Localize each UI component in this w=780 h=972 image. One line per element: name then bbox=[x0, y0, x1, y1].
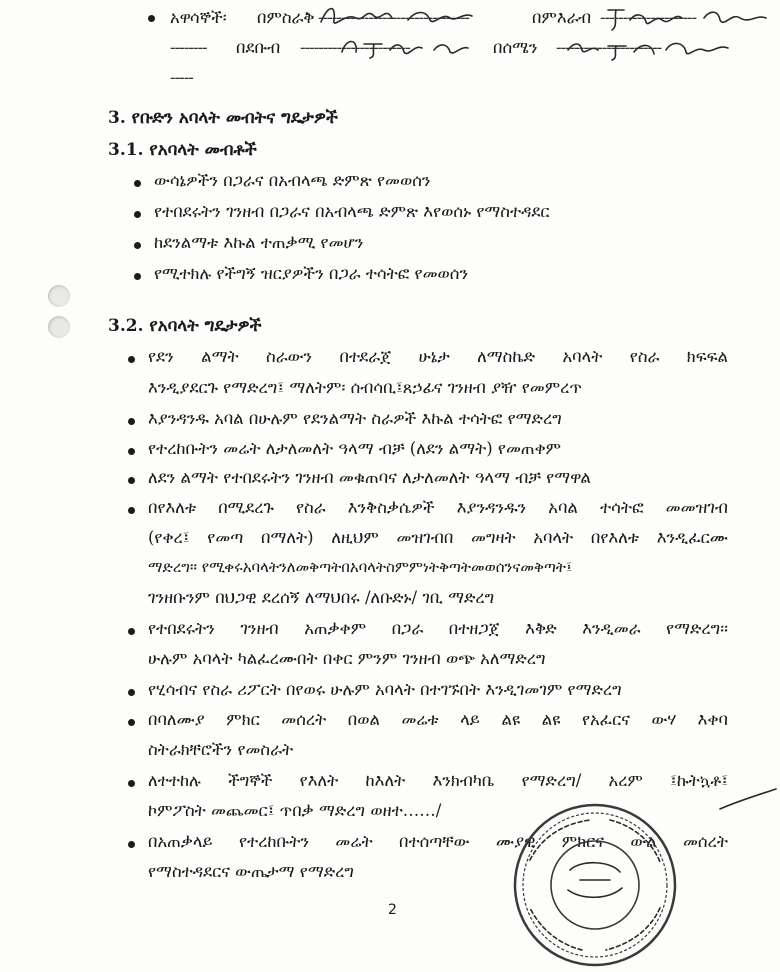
north-handwritten-name bbox=[562, 32, 742, 62]
west-handwritten-name bbox=[600, 0, 780, 34]
bullet bbox=[148, 15, 155, 22]
page-number: 2 bbox=[388, 902, 397, 918]
duty-line: የተረከቡትን መሬት ለታለመለት ዓላማ ብቻ (ለደን ልማት) የመጠቀም bbox=[148, 439, 562, 458]
south-label: በደቡብ bbox=[236, 38, 281, 57]
bullet bbox=[128, 841, 135, 848]
duty-line: ስትራክቸሮችን የመስራት bbox=[148, 740, 294, 759]
duty-line: እንዲያደርጉ የማድረግ፤ ማለትም፡ ሰብሳቢ፤ጸኃፊና ገንዘብ ያዥ የመምረጥ bbox=[148, 378, 582, 397]
section-3-heading: 3. የቡድን አባላት መብትና ግዴታዎች bbox=[108, 108, 338, 128]
bullet bbox=[128, 477, 135, 484]
bullet bbox=[134, 211, 141, 218]
bullet bbox=[128, 448, 135, 455]
section-3-1-heading: 3.1. የአባላት መብቶች bbox=[108, 140, 257, 160]
punch-hole-bottom bbox=[48, 316, 70, 338]
duty-line: በየእለቱ በሚደረጉ የስራ እንቅስቃሴዎች እያንዳንዱን አባል ተሳትፎ መመዝገብ bbox=[148, 498, 728, 517]
bullet bbox=[134, 273, 141, 280]
boundaries-label: አዋሳኞች፡ bbox=[170, 8, 227, 27]
south-handwritten-name bbox=[336, 30, 476, 60]
duty-line: የማስተዳደርና ውጤታማ የማድረግ bbox=[148, 862, 354, 881]
lead-dashes: -------- bbox=[170, 38, 207, 57]
punch-hole-top bbox=[48, 285, 70, 307]
official-stamp bbox=[510, 800, 680, 970]
bullet bbox=[128, 719, 135, 726]
east-dashes: --------------------------------- bbox=[318, 8, 469, 27]
bullet bbox=[134, 242, 141, 249]
bullet bbox=[128, 689, 135, 696]
section-3-2-heading: 3.2. የአባላት ግዴታዎች bbox=[108, 316, 262, 336]
bullet bbox=[134, 180, 141, 187]
duty-line: የተበደሩትን ገንዘብ አጠቃቀም በጋራ በተዘጋጀ እቅድ እንዲመራ የማድረግ፡፡ bbox=[148, 619, 728, 638]
duty-line: እያንዳንዱ አባል በሁሉም የደንልማት ስራዎች እኩል ተሳትፎ የማድረግ bbox=[148, 409, 562, 428]
right-item: ውሳኔዎችን በጋራና በአብላጫ ድምጽ የመወሰን bbox=[154, 171, 431, 190]
duty-line: ገንዘቡንም በህጋዊ ደረሰኝ ለማህበሩ /ለቡድኑ/ ገቢ ማድረግ bbox=[148, 588, 495, 607]
east-label: በምስራቅ bbox=[257, 8, 315, 27]
duty-line: የደን ልማት ስራውን በተደራጀ ሁኔታ ለማስኬድ አባላት የስራ ክፍፍል bbox=[148, 347, 728, 366]
bullet bbox=[128, 780, 135, 787]
tail-dashes: ----- bbox=[170, 68, 193, 87]
duty-line: በባለሙያ ምክር መሰረት በወል መሬቱ ላይ ልዩ ልዩ የአፈርና ውሃ እቀባ bbox=[148, 710, 728, 729]
duty-line: ለተተከሉ ችግኞች የእለት ከእለት እንክብካቤ የማድረግ/ አረም ፤ኩትኳቶ፤ bbox=[148, 771, 728, 790]
duty-line: ኮምፖስት መጨመር፤ ጥበቃ ማድረግ ወዘተ……/ bbox=[148, 801, 442, 820]
duty-line: ለደን ልማት የተበደሩትን ገንዘብ መቁጠባና ለታለመለት ዓላማ ብቻ የማዋል bbox=[148, 468, 591, 487]
west-dashes: --------------------- bbox=[600, 8, 697, 27]
west-label: በምእራብ bbox=[532, 8, 592, 27]
south-dashes: ------------------------ bbox=[300, 38, 410, 57]
duty-line: ማድረግ፡፡ የሚቀሩአባላትንለመቅጣትበአባላትስምምነትቅጣትመወሰንናመቅጣት፤ bbox=[148, 558, 573, 576]
bullet bbox=[128, 628, 135, 635]
margin-pen-stroke bbox=[718, 785, 778, 815]
east-handwritten-name bbox=[316, 0, 516, 34]
north-label: በሰሜን bbox=[493, 38, 538, 57]
right-item: የሚተክሉ የችግኝ ዝርያዎችን በጋራ ተሳትፎ የመወሰን bbox=[154, 264, 469, 283]
bullet bbox=[128, 418, 135, 425]
bullet bbox=[128, 507, 135, 514]
duty-line: (የቀረ፤ የመጣ በማለት) ለዚህም መዝገብበ መግዛት አባላት በየእለቱ እንዲፈርሙ bbox=[148, 528, 728, 547]
duty-line: ሁሉም አባላት ካልፈረሙበት በቀር ምንም ገንዘብ ወጭ አለማድረግ bbox=[148, 649, 546, 668]
bullet bbox=[128, 356, 135, 363]
right-item: ከደንልማቱ እኩል ተጠቃሚ የመሆን bbox=[154, 233, 364, 252]
duty-line: የሂሳብና የስራ ሪፖርት በየወሩ ሁሉም አባላት በተገኙበት እንዲገመገም የማድረግ bbox=[148, 680, 622, 699]
duty-line: በአጠቃላይ የተረከቡትን መሬት በተሰጣቸው ሙያዊ ምክርና ውል መሰረት bbox=[148, 832, 728, 851]
north-dashes: ----------------------- bbox=[556, 38, 662, 57]
right-item: የተበደሩትን ገንዘብ በጋራና በአብላጫ ድምጽ እየወሰኑ የማስተዳደር bbox=[154, 202, 550, 221]
